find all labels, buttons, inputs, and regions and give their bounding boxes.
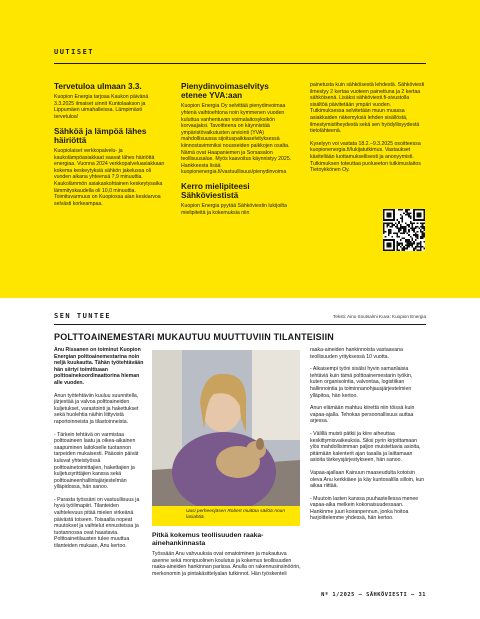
news-column-3 (310, 82, 426, 180)
news-section-rule (54, 63, 426, 64)
news-column-2 (181, 82, 293, 223)
news-column-1 (54, 82, 166, 213)
article-paragraph: - Muutoin lasten kanssa puuhastellessa menee vapaa-aika melkein kokonaisuudessaan. Hankinme juuri koiranpennun, jonka hoitoa harjoittelemme yhdessä, hän kertoo. (310, 495, 419, 522)
article-paragraph: Anun elämään mahtuu kiirettä niin töissä kuin vapaa-ajalla. Tehokas persoonallisuus auttaa arjessa. (310, 405, 415, 425)
article-lead: Anu Rissanen on toiminut Kuopion Energian polttoainemestarina noin neljä kuukautta. Tähän työtehtävään hän siirtyi toimittuaan polttoainekoordinaattorina hieman alle vuoden. (54, 347, 144, 386)
news-heading-nuclear: Pienydinvoimaselvitys etenee YVA:aan (181, 82, 269, 101)
article-paragraph: Vapaa-ajallaan Kainuun maaseudulta kotoisin oleva Anu kerkkiäee ja käy kuntosalilla silloin, kun aikaa riittää. (310, 469, 425, 490)
survey-qr-code[interactable] (383, 209, 425, 251)
article-headline: POLTTOAINEMESTARI MUKAUTUU MUUTTUVIIN TILANTEISIIN (54, 332, 334, 342)
news-heading-swimming: Tervetuloa ulmaan 3.3. (54, 82, 142, 91)
photo-caption: Uusi perheenjäsen Robert muittaa säilöä Anun lasiahtiä. (152, 506, 300, 526)
news-heading-reliability: Sähköä ja lämpöä lähes häiriöttä (54, 126, 147, 145)
news-text-nuclear: Kuopion Energia Oy selvittää pienydinvoimaa yhtenä vaihtoehtona noin kymmenen vuoden kuluttua vanhentuvan voimalaitosyksikön korvaajaksi. Tavoitteena on käynnistää ympäristövaikutusten arviointi (YVA) mahdollisuussa sijoituspaikkaselvityksessä kiinnostavimmiksi nousseiden paikkojen osalta. Nämä ovat Haapaniemen ja Sorsasalon teollisuusalue. Myös kaavoitus käynnistyy 2025. Hankkeesta lisää kuopionenergia.fi/vastuullisuus/pienydinvoima (181, 103, 292, 176)
article-column-3 (310, 347, 426, 528)
article-section-label: SEN TUNTEE (54, 312, 112, 320)
news-text-survey-cont: painetusta kuin sähköisestä lehdestä. Sähköviesti ilmestyy 2 kertaa vuoteen painettuna ja 2 kertaa sähköisenä. Lisäksi sähköviesti.fi-sivustolla sisältöä päivitetään ympäri vuoden. Tutkimuksessa selvitetään muun muassa asiakkaiden näkemyksiä lehden sisällöstä, ilmestymistiheydestä sekä sen hyödyllisyydestä tietolähteenä. (310, 82, 425, 135)
article-paragraph: Anun työtehtäviin kuuluu suunnitella, järjestää ja valvoa polttoaineiden kuljetukset, varastointi ja hakettukset sekä huolehtia näihin liittyvistä raportoinneista ja tilastoinneista. (54, 392, 139, 425)
page-footer: Nº 1/2025 – SÄHKÖVIESTI – 31 (321, 592, 426, 598)
article-paragraph: Työssään Anu vahvuuksia ovat omatoiminen ja mukautuva asenne sekä monipuolinen koulutus ja kokemus teollisuuden raaka-aineiden hankinnan parissa. Anulla on rakennusinsinöörin, merkonomin ja pintakäsittelyalan tutkinnot. Hän työskenteli (152, 551, 301, 577)
article-photo (152, 350, 300, 506)
article-paragraph: - Välillä muisti pätkii ja kiire aiheuttaa keskittymisvaikeuksia. Siksi pyrin kirjoittamaan ylös mahdollisimman paljon muistettavia asioita, pitämään kalenterit ajan tasalla ja laittamaan asioita tärkeysjärjestykseen, hän sanoo. (310, 430, 421, 464)
news-heading-survey: Kerro mielipiteesi Sähköviestistä (181, 181, 250, 201)
news-text-reliability: Kuopiolaiset verkkopalvelu- ja kaukolämpöasiakkaat saavat lähes häiriöttä energiaa. Vuonna 2024 verkkopalveluasiakkaan kokema keskeytyksiä sähkön jakelussa oli vuoden aikana yhteensä 7,9 minuuttia. Kaukolämmön asiakaskohtainen keskeytysaika lämmityskaudella oli 10,0 minuuttia. Toimituvarmuus on Kuopiossa alan keskiarvoa selvästi korkeampaa. (54, 147, 165, 207)
article-paragraph: - Aikaisempi työni sisälsi hyvin samanlaisia tehtäviä kuin tämä polttoainemestarin työkin, kuten organisointia, valvontaa, logistiikan hallinnointia ja toiminnanohjausjärjestelmien ylläpitoa, hän kertoo. (310, 366, 413, 399)
news-text-survey: Kuopion Energia pyytää Sähköviestin lukijoilta mielipiteitä ja kokemuksia niin (181, 203, 287, 216)
article-column-1 (54, 347, 146, 556)
news-text-swimming: Kuopion Energia tarjoaa Kaukon päivänä 3.3.2025 ilmaiset uinnit Kuntolaakson ja Lippumäen uimahalleissa. Lämpimästi tervetuloa! (54, 94, 149, 120)
article-paragraph: - Tärkein tehtävä on varmistaa polttoaineen laatu ja oikea-aikainen saapuminen laitokselle tuotannon tarpeiden mukaisesti. Pääosin päivät kuluvat yhteistyössä polttoainetoimittajien, hakettajien ja kuljetusyrittäjien kanssa sekä polttoaineenhallintajärjestelmän ylläpidossa, hän sanoo. (54, 431, 139, 491)
article-subheading: Pitkä kokemus teollisuuden raaka-ainehankinnasta (152, 532, 264, 547)
article-credit: Teksti: Aino Soutsalmi Kuva: Kuopion Energia (333, 314, 426, 319)
news-text-survey-link: Kyselyyn voi vastata 18.2.–9.3.2025 osoitteessa kuopionenergia.fi/lukijatutkimus. Vastaukset käsitellään luottamuksellisesti ja anonyymisti. Tutkimuksen toteuttaa puolueeton tutkimuslaitos Tietoykkönen Oy. (310, 140, 421, 174)
article-paragraph: raaka-aineiden hankinnoista vastaavana teollisuuden yrityksessä 10 vuotta. (310, 347, 403, 360)
article-paragraph: - Parasta työssäni on vastuullisuus ja hyvä työilmapiiri. Tilanteiden vaihtelevuus pitää mielen virkeänä päivästä toiseen. Toisaalta nopeat muutokset ja vaihtelut ennusteissa ja tuotannossa ovat haastavia. Polttoainetilausten tulee muuttua tilanteiden mukaan, Anu kertoo. (54, 496, 140, 550)
article-section-rule (54, 324, 426, 325)
news-section-label: UUTISET (54, 48, 95, 56)
article-column-2 (152, 532, 302, 583)
